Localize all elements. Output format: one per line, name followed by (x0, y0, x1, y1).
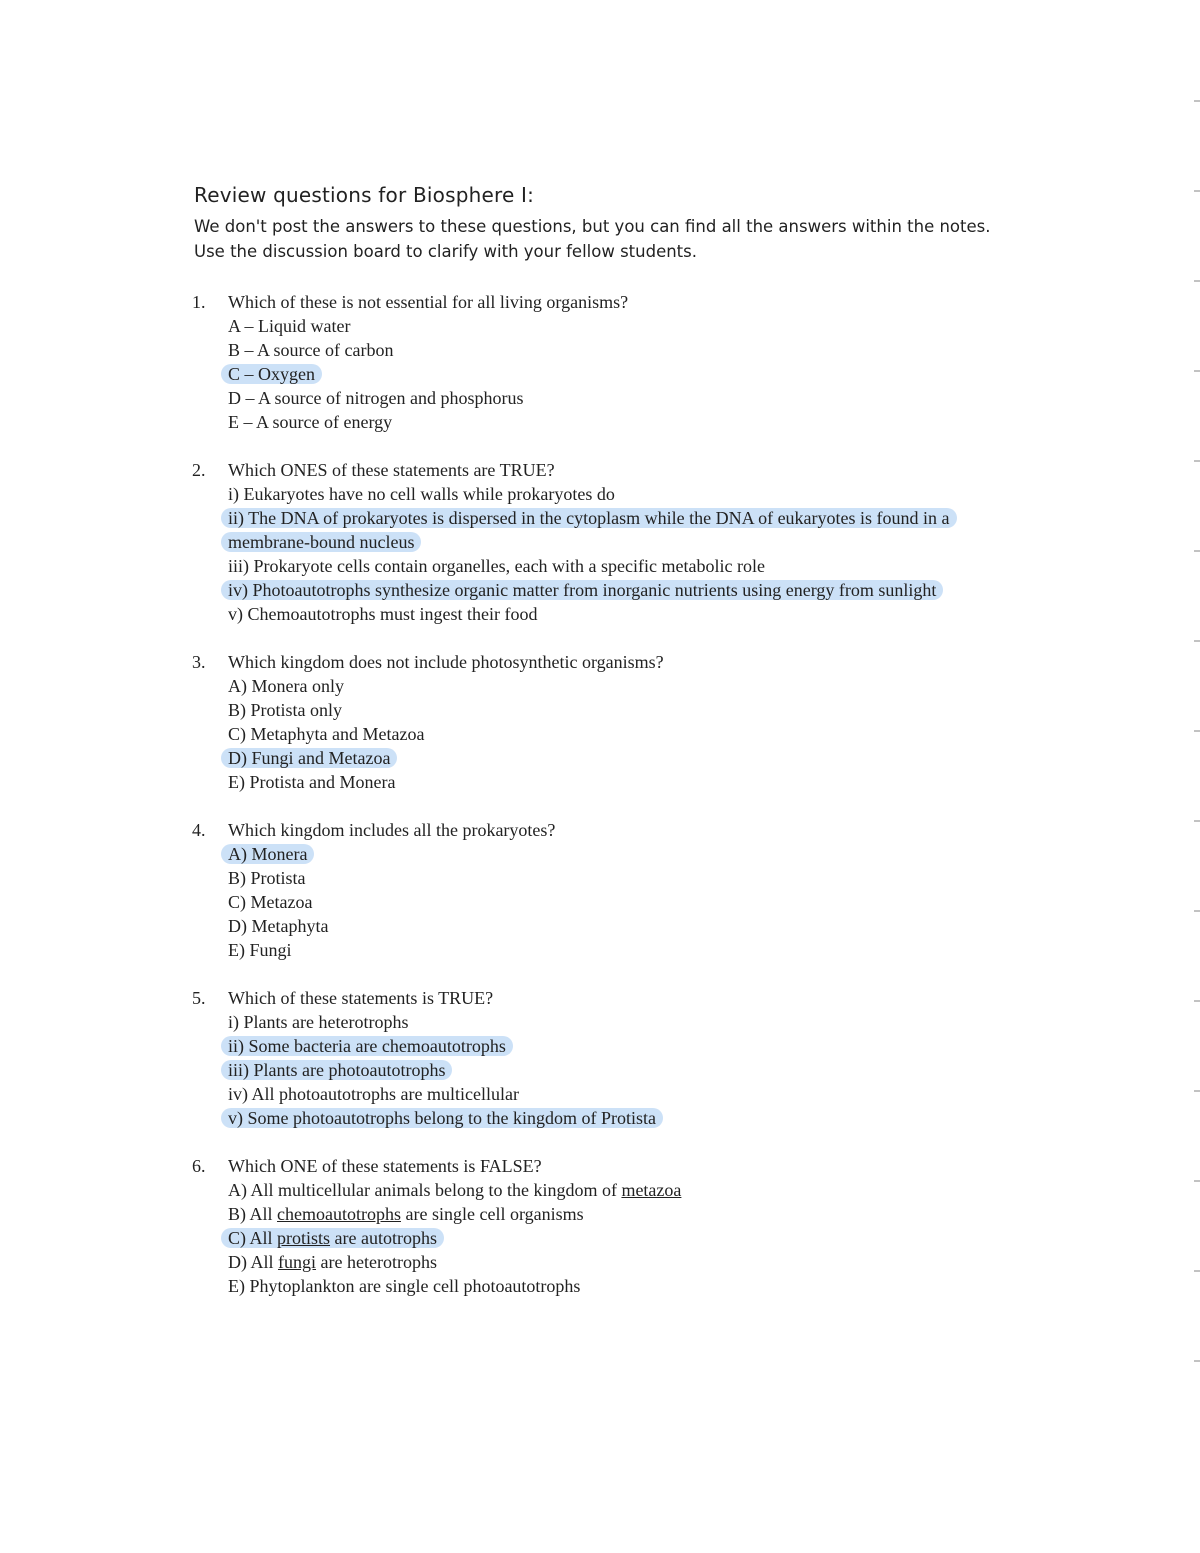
answer-text (228, 916, 328, 936)
answer-text (228, 1276, 580, 1296)
question-4 (192, 818, 992, 962)
answer-text-part: B) All (228, 1204, 278, 1224)
answer-option (192, 1274, 992, 1298)
answer-text-part: A – Liquid water (228, 316, 351, 336)
answer-text-part: C) All (228, 1228, 278, 1248)
question-text: Which ONES of these statements are TRUE? (228, 460, 555, 480)
highlighted-answer (221, 1228, 444, 1248)
answer-text (228, 1012, 408, 1032)
page-title: Review questions for Biosphere I: (194, 183, 535, 207)
highlighted-answer (221, 844, 314, 864)
question-text: Which kingdom includes all the prokaryotes? (228, 820, 556, 840)
answer-text-part: C) Metaphyta and Metazoa (228, 724, 425, 744)
answer-text-part: D) Fungi and Metazoa (228, 748, 391, 768)
answer-option (192, 506, 973, 554)
question-stem (192, 1154, 992, 1178)
answer-text-part: C) Metazoa (228, 892, 313, 912)
answer-text-part: B – A source of carbon (228, 340, 394, 360)
answer-option (192, 1010, 992, 1034)
answer-option (192, 722, 992, 746)
answer-text-part: A) Monera (228, 844, 308, 864)
question-number: 3. (192, 652, 206, 672)
question-stem (192, 818, 992, 842)
scan-edge-marks (1194, 40, 1200, 1440)
answer-text (228, 1252, 437, 1272)
answer-text (228, 484, 615, 504)
question-number: 4. (192, 820, 206, 840)
answer-text-part: E) Fungi (228, 940, 292, 960)
answer-text (228, 724, 424, 744)
answer-text-part: ii) The DNA of prokaryotes is dispersed in the cytoplasm while the DNA of eukaryotes is found in a membrane-bound nucleus (228, 508, 950, 552)
answer-text (228, 340, 393, 360)
answer-text (228, 604, 537, 624)
question-text: Which of these statements is TRUE? (228, 988, 494, 1008)
answer-text (228, 412, 392, 432)
answer-option (192, 1226, 992, 1250)
answer-text-part: i) Eukaryotes have no cell walls while prokaryotes do (228, 484, 615, 504)
answer-text-part: iv) All photoautotrophs are multicellular (228, 1084, 519, 1104)
question-number: 6. (192, 1156, 206, 1176)
answer-option (192, 914, 992, 938)
underlined-term: metazoa (621, 1180, 682, 1200)
highlighted-answer (221, 1060, 452, 1080)
answer-text-rest: are heterotrophs (316, 1252, 437, 1272)
answer-text-part: ii) Some bacteria are chemoautotrophs (228, 1036, 506, 1056)
question-stem (192, 986, 992, 1010)
answer-option (192, 674, 992, 698)
answer-text (228, 388, 523, 408)
answer-option (192, 1202, 992, 1226)
answer-option (192, 746, 992, 770)
answer-text-part: v) Chemoautotrophs must ingest their food (228, 604, 538, 624)
answer-option (192, 578, 973, 602)
answer-text-part: B) Protista (228, 868, 306, 888)
intro-paragraph: We don't post the answers to these questions, but you can find all the answers within the notes. Use the discussion board to clarify with your fellow students. (194, 217, 991, 261)
answer-text (228, 772, 395, 792)
answer-option (192, 698, 992, 722)
answer-text (228, 940, 292, 960)
underlined-term: chemoautotrophs (277, 1204, 401, 1224)
answer-option (192, 602, 992, 626)
answer-option (192, 1082, 992, 1106)
answer-text-part: C – Oxygen (228, 364, 315, 384)
answer-text (228, 676, 344, 696)
question-number: 5. (192, 988, 206, 1008)
answer-text (228, 1204, 584, 1224)
highlighted-answer (221, 1036, 513, 1056)
answer-option (192, 554, 992, 578)
answer-text (228, 1180, 681, 1200)
answer-text-rest: are autotrophs (330, 1228, 437, 1248)
question-5 (192, 986, 992, 1130)
answer-text (228, 1084, 519, 1104)
highlighted-answer (221, 580, 943, 600)
question-text: Which ONE of these statements is FALSE? (228, 1156, 542, 1176)
highlighted-answer (221, 508, 957, 552)
answer-text-part: iii) Prokaryote cells contain organelles, each with a specific metabolic role (228, 556, 765, 576)
question-2 (192, 458, 992, 626)
answer-option (192, 938, 992, 962)
answer-text (228, 700, 342, 720)
underlined-term: fungi (278, 1252, 317, 1272)
answer-option (192, 770, 992, 794)
answer-text-part: D) All (228, 1252, 279, 1272)
answer-option (192, 1250, 992, 1274)
question-stem (192, 650, 992, 674)
answer-option (192, 842, 992, 866)
answer-option (192, 482, 992, 506)
answer-text (228, 316, 350, 336)
answer-option (192, 1058, 992, 1082)
answer-text-part: iii) Plants are photoautotrophs (228, 1060, 446, 1080)
underlined-term: protists (277, 1228, 331, 1248)
answer-option (192, 1034, 992, 1058)
answer-option (192, 1178, 992, 1202)
answer-text-part: B) Protista only (228, 700, 343, 720)
answer-text-part: E) Protista and Monera (228, 772, 396, 792)
answer-option (192, 1106, 992, 1130)
question-3 (192, 650, 992, 794)
question-number: 2. (192, 460, 206, 480)
question-stem (192, 290, 992, 314)
answer-text (228, 868, 306, 888)
answer-option (192, 866, 992, 890)
question-text: Which of these is not essential for all living organisms? (228, 292, 629, 312)
answer-text-part: E) Phytoplankton are single cell photoautotrophs (228, 1276, 581, 1296)
answer-text (228, 556, 765, 576)
answer-text-part: iv) Photoautotrophs synthesize organic matter from inorganic nutrients using energy from sunlight (228, 580, 937, 600)
answer-option (192, 386, 992, 410)
answer-text-part: D – A source of nitrogen and phosphorus (228, 388, 524, 408)
question-list (192, 290, 992, 1322)
answer-option (192, 890, 992, 914)
question-1 (192, 290, 992, 434)
answer-option (192, 362, 992, 386)
answer-option (192, 314, 992, 338)
question-6 (192, 1154, 992, 1298)
highlighted-answer (221, 748, 397, 768)
answer-text-part: D) Metaphyta (228, 916, 329, 936)
answer-option (192, 410, 992, 434)
answer-text-rest: are single cell organisms (401, 1204, 584, 1224)
question-stem (192, 458, 992, 482)
answer-text-part: v) Some photoautotrophs belong to the kingdom of Protista (228, 1108, 656, 1128)
answer-text-part: A) Monera only (228, 676, 344, 696)
answer-option (192, 338, 992, 362)
question-number: 1. (192, 292, 206, 312)
answer-text-part: E – A source of energy (228, 412, 393, 432)
highlighted-answer (221, 364, 322, 384)
answer-text (228, 892, 312, 912)
question-text: Which kingdom does not include photosynthetic organisms? (228, 652, 664, 672)
answer-text-part: A) All multicellular animals belong to the kingdom of (228, 1180, 622, 1200)
highlighted-answer (221, 1108, 663, 1128)
answer-text-part: i) Plants are heterotrophs (228, 1012, 409, 1032)
